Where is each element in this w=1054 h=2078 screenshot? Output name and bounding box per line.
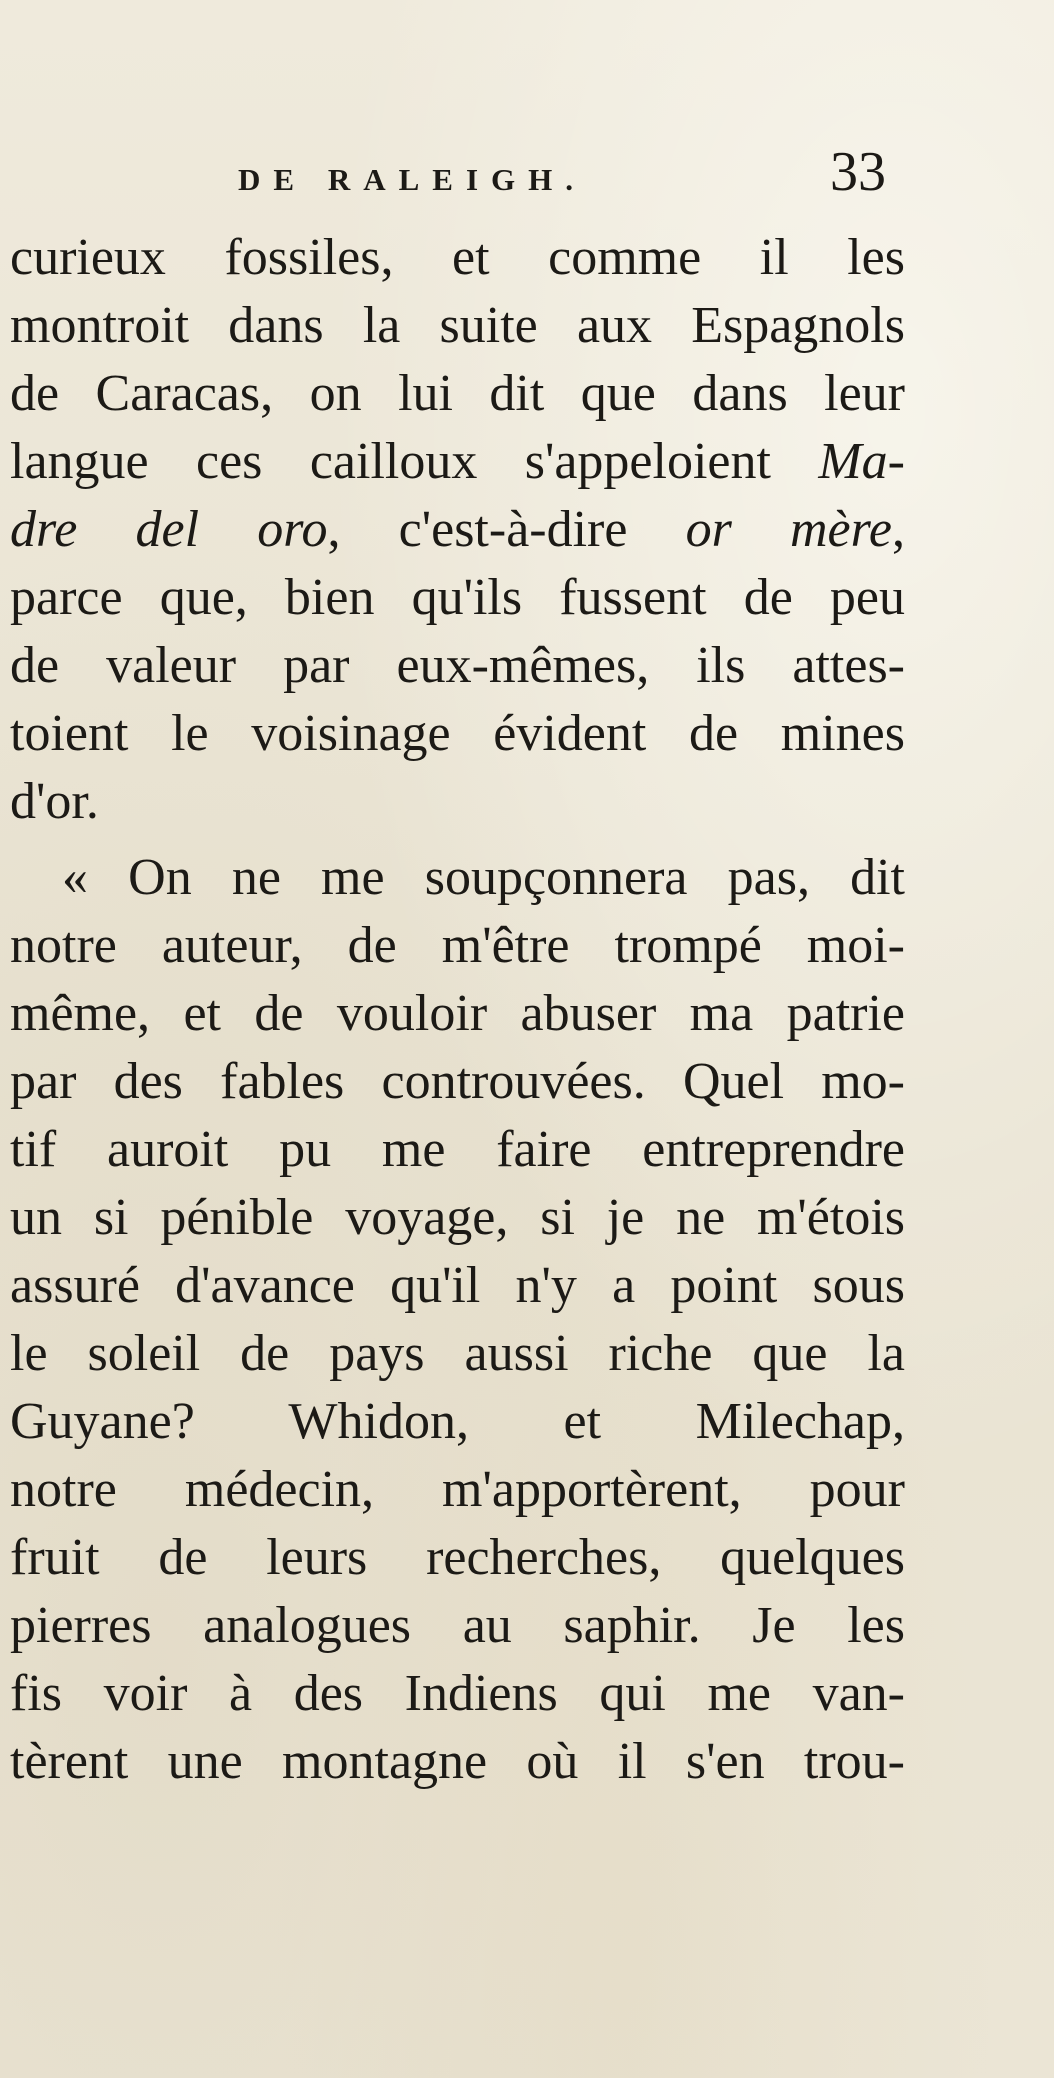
text-line: un si pénible voyage, si je ne m'étois [10,1189,905,1246]
text-line: le soleil de pays aussi riche que la [10,1325,905,1382]
text-line: parce que, bien qu'ils fussent de peu [10,569,905,626]
italic-run: dre del oro [10,501,328,558]
text-line: tif auroit pu me faire entreprendre [10,1121,905,1178]
text-line: « On ne me soupçonnera pas, dit [62,849,905,906]
text-line: notre médecin, m'apportèrent, pour [10,1461,905,1518]
text-line: toient le voisinage évident de mines [10,705,905,762]
text-line: curieux fossiles, et comme il les [10,229,905,286]
text-line [10,500,905,560]
italic-run: Ma- [818,433,905,490]
text-run: , [891,501,905,558]
text-line: par des fables controuvées. Quel mo- [10,1053,905,1110]
text-line: Guyane? Whidon, et Milechap, [10,1393,905,1450]
text-line: de valeur par eux-mêmes, ils attes- [10,637,905,694]
text-line: assuré d'avance qu'il n'y a point sous [10,1257,905,1314]
text-line: fruit de leurs recherches, quelques [10,1529,905,1586]
text-line: tèrent une montagne où il s'en trou- [10,1733,905,1790]
italic-run: or mère [685,501,892,558]
running-head [0,142,1054,212]
text-line [10,432,905,492]
text-line: fis voir à des Indiens qui me van- [10,1665,905,1722]
text-line: même, et de vouloir abuser ma patrie [10,985,905,1042]
text-line: notre auteur, de m'être trompé moi- [10,917,905,974]
text-line: pierres analogues au saphir. Je les [10,1597,905,1654]
text-line: d'or. [10,773,99,830]
running-title: DE RALEIGH. [238,162,586,197]
page-number: 33 [830,141,886,203]
text-run: langue ces cailloux s'appeloient [10,433,819,490]
text-line: de Caracas, on lui dit que dans leur [10,365,905,422]
text-line: montroit dans la suite aux Espagnols [10,297,905,354]
text-run: , c'est-à-dire [327,501,686,558]
